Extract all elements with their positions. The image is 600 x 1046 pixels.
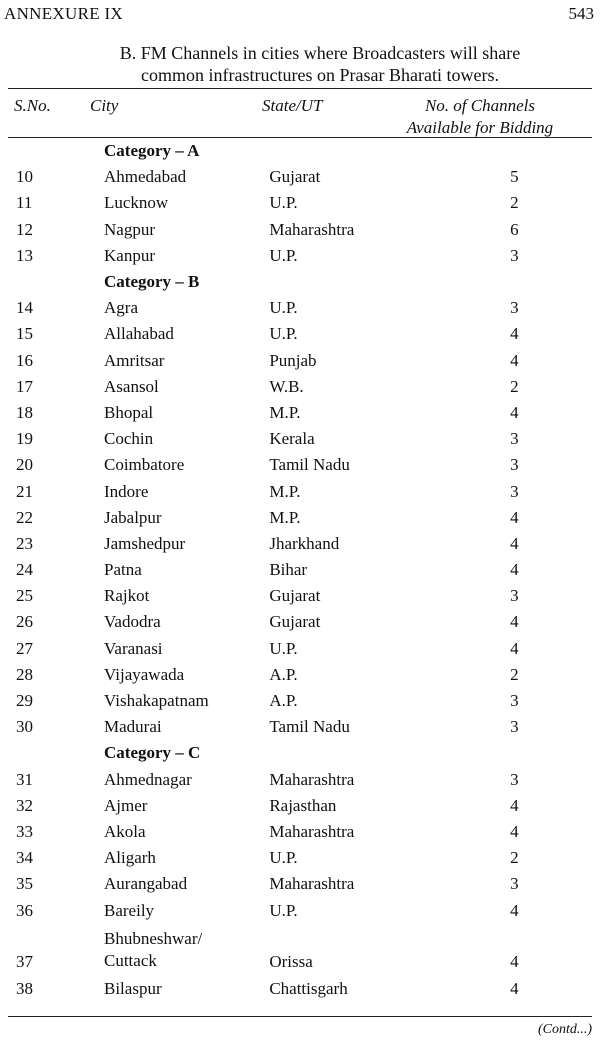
city-cell: Allahabad bbox=[104, 324, 174, 344]
state-cell: U.P. bbox=[269, 638, 298, 658]
serial-number-cell: 31 bbox=[16, 769, 33, 789]
serial-number-cell: 21 bbox=[16, 481, 33, 501]
channels-count-cell: 3 bbox=[510, 717, 519, 737]
table-row bbox=[0, 452, 600, 478]
state-cell: U.P. bbox=[269, 245, 298, 265]
serial-number-cell: 10 bbox=[16, 167, 33, 187]
serial-number-cell: 32 bbox=[16, 795, 33, 815]
footer-rule bbox=[8, 1016, 592, 1017]
serial-number-cell: 24 bbox=[16, 560, 33, 580]
city-cell: Vadodra bbox=[104, 612, 161, 632]
table-row bbox=[0, 557, 600, 583]
channels-count-cell: 3 bbox=[510, 429, 519, 449]
city-cell: Aurangabad bbox=[104, 874, 188, 894]
channels-count-cell: 3 bbox=[510, 769, 519, 789]
state-cell: M.P. bbox=[269, 402, 301, 422]
state-cell: Orissa bbox=[269, 951, 313, 971]
channels-count-cell: 3 bbox=[510, 874, 519, 894]
table-row bbox=[0, 924, 600, 976]
city-cell: Rajkot bbox=[104, 586, 150, 606]
table-row bbox=[0, 321, 600, 347]
city-cell: Agra bbox=[104, 298, 138, 318]
table-row bbox=[0, 505, 600, 531]
table-row bbox=[0, 897, 600, 923]
city-cell: Bilaspur bbox=[104, 978, 162, 998]
city-cell: Bhopal bbox=[104, 402, 154, 422]
serial-number-cell: 37 bbox=[16, 951, 33, 971]
city-cell: Jabalpur bbox=[104, 507, 162, 527]
channels-count-cell: 4 bbox=[510, 533, 519, 553]
state-cell: U.P. bbox=[269, 848, 298, 868]
city-cell: Coimbatore bbox=[104, 455, 185, 475]
table-row bbox=[0, 217, 600, 243]
serial-number-cell: 23 bbox=[16, 533, 33, 553]
channels-count-cell: 4 bbox=[510, 821, 519, 841]
channels-table bbox=[0, 138, 600, 1002]
serial-number-cell: 18 bbox=[16, 402, 33, 422]
channels-count-cell: 4 bbox=[510, 638, 519, 658]
category-label: Category – B bbox=[104, 272, 200, 292]
serial-number-cell: 29 bbox=[16, 691, 33, 711]
table-row bbox=[0, 531, 600, 557]
city-cell: Ahmednagar bbox=[104, 769, 192, 789]
channels-count-cell: 3 bbox=[510, 245, 519, 265]
channels-count-cell: 2 bbox=[510, 376, 519, 396]
table-title-line-2: common infrastructures on Prasar Bharati towers. bbox=[141, 65, 499, 85]
serial-number-cell: 13 bbox=[16, 245, 33, 265]
table-row bbox=[0, 583, 600, 609]
state-cell: M.P. bbox=[269, 481, 301, 501]
channels-count-cell: 4 bbox=[510, 507, 519, 527]
serial-number-cell: 26 bbox=[16, 612, 33, 632]
state-cell: A.P. bbox=[269, 691, 298, 711]
city-cell: Kanpur bbox=[104, 245, 155, 265]
category-row bbox=[0, 269, 600, 295]
serial-number-cell: 38 bbox=[16, 978, 33, 998]
state-cell: Punjab bbox=[269, 350, 317, 370]
serial-number-cell: 16 bbox=[16, 350, 33, 370]
serial-number-cell: 27 bbox=[16, 638, 33, 658]
channels-count-cell: 3 bbox=[510, 455, 519, 475]
city-cell: Patna bbox=[104, 560, 142, 580]
serial-number-cell: 12 bbox=[16, 219, 33, 239]
category-label: Category – C bbox=[104, 743, 201, 763]
table-row bbox=[0, 374, 600, 400]
table-row bbox=[0, 662, 600, 688]
column-header-city: City bbox=[90, 96, 119, 115]
category-row bbox=[0, 138, 600, 164]
state-cell: U.P. bbox=[269, 193, 298, 213]
serial-number-cell: 22 bbox=[16, 507, 33, 527]
header-top-rule bbox=[8, 88, 592, 89]
table-row bbox=[0, 400, 600, 426]
city-line-1: Bhubneshwar/ bbox=[104, 928, 203, 948]
channels-count-cell: 4 bbox=[510, 560, 519, 580]
table-row bbox=[0, 793, 600, 819]
channels-count-cell: 3 bbox=[510, 481, 519, 501]
city-cell: Bareily bbox=[104, 900, 155, 920]
channels-count-cell: 2 bbox=[510, 848, 519, 868]
city-cell: Lucknow bbox=[104, 193, 169, 213]
state-cell: Gujarat bbox=[269, 612, 321, 632]
column-header-sno: S.No. bbox=[14, 96, 51, 115]
table-row bbox=[0, 976, 600, 1002]
serial-number-cell: 25 bbox=[16, 586, 33, 606]
column-header-channels bbox=[380, 95, 580, 139]
city-cell bbox=[104, 924, 269, 976]
city-cell: Vishakapatnam bbox=[104, 691, 209, 711]
table-row bbox=[0, 636, 600, 662]
state-cell: M.P. bbox=[269, 507, 301, 527]
state-cell: Chattisgarh bbox=[269, 978, 348, 998]
page-number: 543 bbox=[568, 4, 594, 23]
table-row bbox=[0, 295, 600, 321]
city-line-2: Cuttack bbox=[104, 950, 157, 970]
channels-count-cell: 4 bbox=[510, 402, 519, 422]
city-cell: Indore bbox=[104, 481, 149, 501]
city-cell: Cochin bbox=[104, 429, 154, 449]
state-cell: Kerala bbox=[269, 429, 315, 449]
city-cell: Madurai bbox=[104, 717, 162, 737]
table-row bbox=[0, 845, 600, 871]
state-cell: U.P. bbox=[269, 900, 298, 920]
channels-count-cell: 4 bbox=[510, 795, 519, 815]
state-cell: Maharashtra bbox=[269, 769, 355, 789]
city-cell: Ahmedabad bbox=[104, 167, 187, 187]
state-cell: Tamil Nadu bbox=[269, 717, 350, 737]
category-label: Category – A bbox=[104, 141, 200, 161]
channels-count-cell: 3 bbox=[510, 586, 519, 606]
serial-number-cell: 15 bbox=[16, 324, 33, 344]
channels-count-cell: 4 bbox=[510, 324, 519, 344]
city-cell: Akola bbox=[104, 821, 146, 841]
category-spacer bbox=[0, 138, 104, 164]
state-cell: Jharkhand bbox=[269, 533, 340, 553]
serial-number-cell: 28 bbox=[16, 664, 33, 684]
table-row bbox=[0, 190, 600, 216]
state-cell: Rajasthan bbox=[269, 795, 337, 815]
category-row bbox=[0, 740, 600, 766]
serial-number-cell: 34 bbox=[16, 848, 33, 868]
channels-count-cell: 4 bbox=[510, 900, 519, 920]
serial-number-cell: 20 bbox=[16, 455, 33, 475]
serial-number-cell: 17 bbox=[16, 376, 33, 396]
city-cell: Aligarh bbox=[104, 848, 156, 868]
channels-count-cell: 5 bbox=[510, 167, 519, 187]
column-header-channels-line-2: Available for Bidding bbox=[406, 118, 554, 137]
table-row bbox=[0, 243, 600, 269]
city-cell: Jamshedpur bbox=[104, 533, 186, 553]
channels-count-cell: 4 bbox=[510, 951, 519, 971]
channels-count-cell: 4 bbox=[510, 350, 519, 370]
state-cell: Bihar bbox=[269, 560, 308, 580]
state-cell: W.B. bbox=[269, 376, 304, 396]
table-title-line-1: B. FM Channels in cities where Broadcasters will share bbox=[119, 43, 521, 63]
city-cell: Vijayawada bbox=[104, 664, 185, 684]
annexure-heading: ANNEXURE IX bbox=[4, 4, 123, 23]
serial-number-cell: 36 bbox=[16, 900, 33, 920]
city-cell: Nagpur bbox=[104, 219, 155, 239]
state-cell: A.P. bbox=[269, 664, 298, 684]
state-cell: Gujarat bbox=[269, 586, 321, 606]
state-cell: Tamil Nadu bbox=[269, 455, 350, 475]
table-row bbox=[0, 714, 600, 740]
serial-number-cell: 14 bbox=[16, 298, 33, 318]
table-title bbox=[40, 42, 600, 86]
serial-number-cell: 11 bbox=[16, 193, 33, 213]
table-row bbox=[0, 609, 600, 635]
state-cell: Gujarat bbox=[269, 167, 321, 187]
serial-number-cell: 33 bbox=[16, 821, 33, 841]
channels-count-cell: 4 bbox=[510, 978, 519, 998]
table-row bbox=[0, 426, 600, 452]
table-row bbox=[0, 767, 600, 793]
state-cell: Maharashtra bbox=[269, 219, 355, 239]
city-cell: Asansol bbox=[104, 376, 159, 396]
channels-count-cell: 6 bbox=[510, 219, 519, 239]
channels-count-cell: 2 bbox=[510, 664, 519, 684]
channels-count-cell: 3 bbox=[510, 691, 519, 711]
city-cell: Ajmer bbox=[104, 795, 148, 815]
table-row bbox=[0, 164, 600, 190]
channels-count-cell: 2 bbox=[510, 193, 519, 213]
table-row bbox=[0, 478, 600, 504]
serial-number-cell: 35 bbox=[16, 874, 33, 894]
continued-note: (Contd...) bbox=[537, 1022, 592, 1037]
table-row bbox=[0, 688, 600, 714]
serial-number-cell: 19 bbox=[16, 429, 33, 449]
table-row bbox=[0, 819, 600, 845]
channels-count-cell: 3 bbox=[510, 298, 519, 318]
city-cell: Varanasi bbox=[104, 638, 163, 658]
channels-count-cell: 4 bbox=[510, 612, 519, 632]
state-cell: Maharashtra bbox=[269, 821, 355, 841]
serial-number-cell: 30 bbox=[16, 717, 33, 737]
column-header-channels-line-1: No. of Channels bbox=[424, 96, 536, 115]
state-cell: U.P. bbox=[269, 298, 298, 318]
category-spacer bbox=[0, 740, 104, 766]
column-header-state: State/UT bbox=[262, 96, 323, 115]
state-cell: U.P. bbox=[269, 324, 298, 344]
table-row bbox=[0, 348, 600, 374]
channels-table-body bbox=[0, 138, 600, 1002]
table-row bbox=[0, 871, 600, 897]
category-spacer bbox=[0, 269, 104, 295]
city-cell: Amritsar bbox=[104, 350, 165, 370]
state-cell: Maharashtra bbox=[269, 874, 355, 894]
